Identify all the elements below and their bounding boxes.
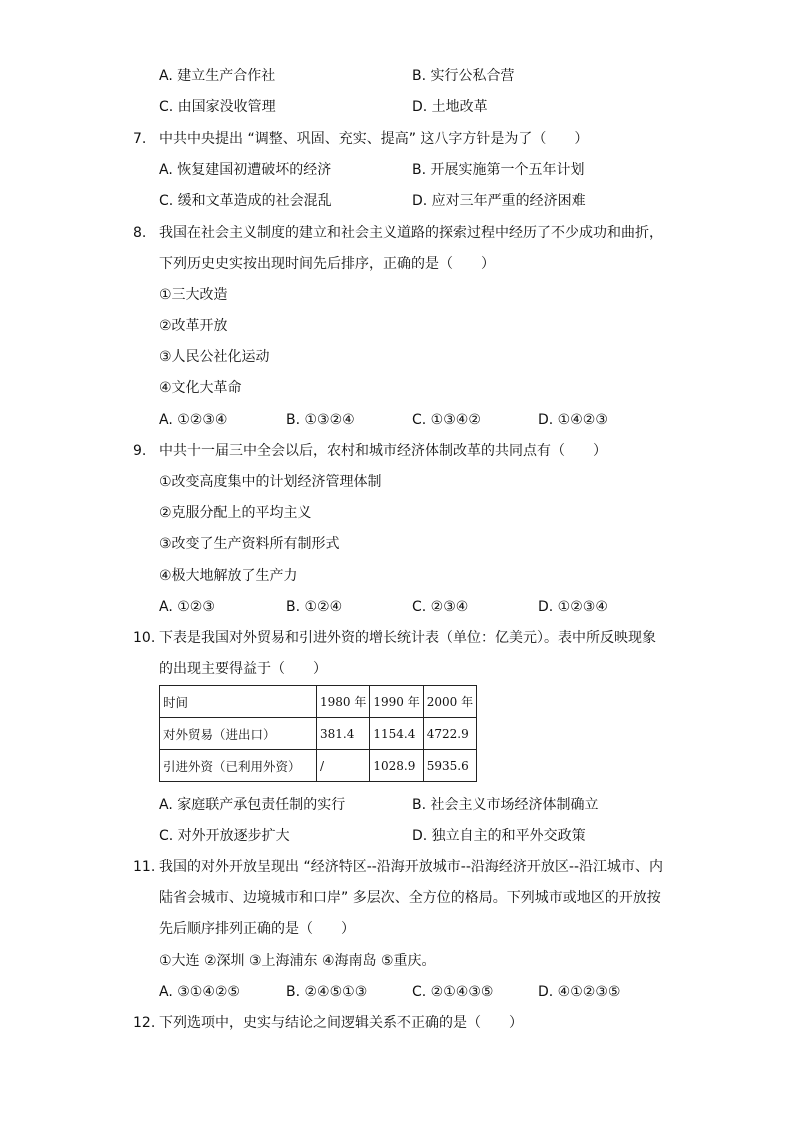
q10-option-b: B. 社会主义市场经济体制确立 [412,797,599,813]
table-cell: 引进外资（已利用外资） [160,750,317,782]
q9-stem: 中共十一届三中全会以后，农村和城市经济体制改革的共同点有（ ） [159,443,607,459]
table-cell: 5935.6 [423,750,476,782]
q7-number: 7. [133,131,147,147]
q10-option-a: A. 家庭联产承包责任制的实行 [159,797,346,813]
trade-statistics-table [159,685,477,782]
q9-option-d: D. ①②③④ [538,599,608,615]
q11-items: ①大连 ②深圳 ③上海浦东 ④海南岛 ⑤重庆。 [159,953,436,969]
table-row [160,718,477,750]
q10-option-d: D. 独立自主的和平外交政策 [412,828,586,844]
q9-item-3: ③改变了生产资料所有制形式 [159,536,340,552]
table-cell: / [317,750,370,782]
q8-item-3: ③人民公社化运动 [159,349,270,365]
q7-option-b: B. 开展实施第一个五年计划 [412,162,585,178]
q8-option-d: D. ①④②③ [538,412,608,428]
q10-stem-line1: 下表是我国对外贸易和引进外资的增长统计表（单位：亿美元）。表中所反映现象 [159,630,656,646]
q10-stem-line2: 的出现主要得益于（ ） [159,661,327,677]
q8-number: 8. [133,225,147,241]
table-cell: 对外贸易（进出口） [160,718,317,750]
q8-option-b: B. ①③②④ [286,412,355,428]
q12-stem: 下列选项中，史实与结论之间逻辑关系不正确的是（ ） [159,1015,523,1031]
table-header-cell: 1980 年 [317,686,370,718]
q8-stem-line1: 我国在社会主义制度的建立和社会主义道路的探索过程中经历了不少成功和曲折， [159,225,663,241]
q6-option-b: B. 实行公私合营 [412,68,515,84]
q9-item-2: ②克服分配上的平均主义 [159,505,312,521]
q9-option-b: B. ①②④ [286,599,343,615]
table-header-row [160,686,477,718]
q10-number: 10. [133,630,156,646]
q7-option-a: A. 恢复建国初遭破坏的经济 [159,162,332,178]
table-header-cell: 时间 [160,686,317,718]
q6-option-a: A. 建立生产合作社 [159,68,276,84]
q12-number: 12. [133,1015,156,1031]
q6-option-c: C. 由国家没收管理 [159,99,276,115]
q8-option-a: A. ①②③④ [159,412,228,428]
q11-stem-line2: 陆省会城市、边境城市和口岸” 多层次、全方位的格局。下列城市或地区的开放按 [159,890,661,906]
q9-item-1: ①改变高度集中的计划经济管理体制 [159,474,382,490]
q7-option-d: D. 应对三年严重的经济困难 [412,193,586,209]
q11-option-c: C. ②①④③⑤ [412,984,494,1000]
table-header-cell: 2000 年 [423,686,476,718]
q10-option-c: C. 对外开放逐步扩大 [159,828,290,844]
q6-option-d: D. 土地改革 [412,99,488,115]
q11-stem-line3: 先后顺序排列正确的是（ ） [159,921,355,937]
q7-stem: 中共中央提出 “调整、巩固、充实、提高” 这八字方针是为了（ ） [159,131,589,147]
q9-number: 9. [133,443,147,459]
q11-stem-line1: 我国的对外开放呈现出 “经济特区--沿海开放城市--沿海经济开放区--沿江城市、内 [159,859,664,875]
q11-number: 11. [133,859,156,875]
q8-item-1: ①三大改造 [159,287,228,303]
q8-stem-line2: 下列历史史实按出现时间先后排序，正确的是（ ） [159,256,495,272]
table-cell: 4722.9 [423,718,476,750]
q9-item-4: ④极大地解放了生产力 [159,568,298,584]
q11-option-d: D. ④①②③⑤ [538,984,621,1000]
table-row [160,750,477,782]
table-header-cell: 1990 年 [370,686,423,718]
q8-item-4: ④文化大革命 [159,380,242,396]
q7-option-c: C. 缓和文革造成的社会混乱 [159,193,332,209]
q9-option-c: C. ②③④ [412,599,469,615]
table-cell: 381.4 [317,718,370,750]
q11-option-a: A. ③①④②⑤ [159,984,240,1000]
table-cell: 1154.4 [370,718,423,750]
q11-option-b: B. ②④⑤①③ [286,984,368,1000]
q8-option-c: C. ①③④② [412,412,481,428]
table-cell: 1028.9 [370,750,423,782]
q8-item-2: ②改革开放 [159,318,228,334]
q9-option-a: A. ①②③ [159,599,215,615]
